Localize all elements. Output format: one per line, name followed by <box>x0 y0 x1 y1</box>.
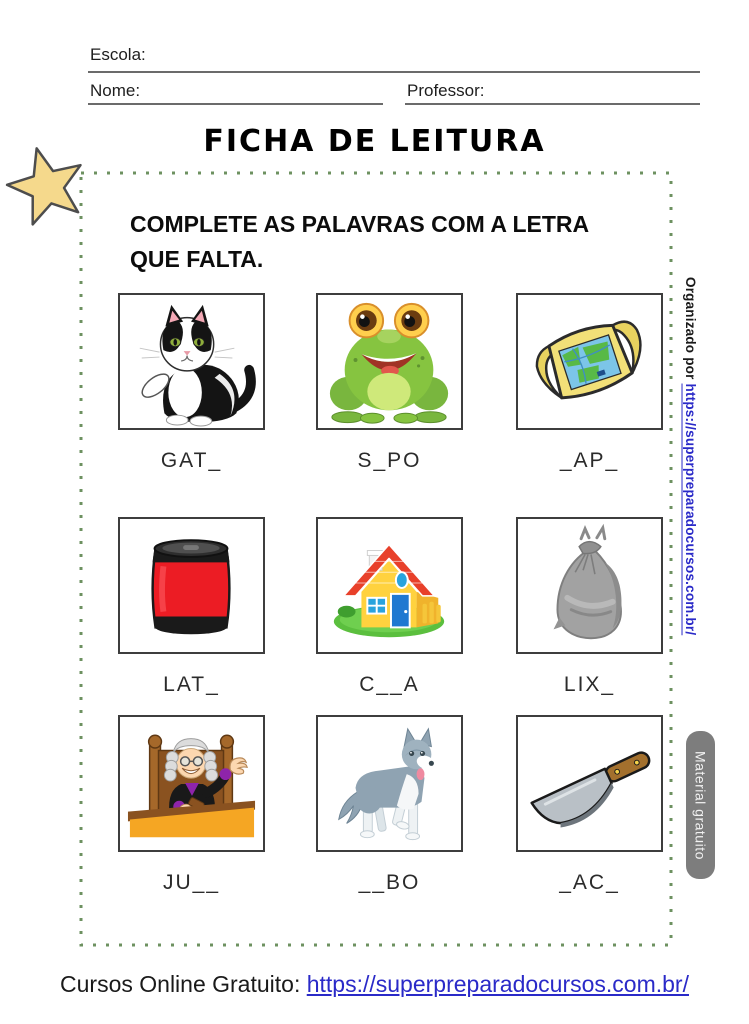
frog-image <box>316 293 463 430</box>
organized-by-text: Organizado por <box>683 277 698 384</box>
footer-link[interactable]: https://superpreparadocursos.com.br/ <box>306 971 689 997</box>
footer-credit <box>0 971 749 998</box>
trash-bag-image <box>516 517 663 654</box>
word-label-wolf: __BO <box>358 871 421 894</box>
judge-image <box>118 715 265 852</box>
professor-blank-line <box>405 103 700 105</box>
professor-label: Professor: <box>407 81 485 100</box>
name-label: Nome: <box>90 81 141 100</box>
house-image <box>316 517 463 654</box>
word-label-frog: S_PO <box>357 449 422 472</box>
word-label-house: C__A <box>359 673 420 696</box>
cat-image <box>118 293 265 430</box>
organized-by-credit <box>683 277 698 677</box>
word-label-map: _AP_ <box>559 449 620 472</box>
exercise-cell-house <box>316 517 463 697</box>
organized-by-link[interactable]: https://superpreparadocursos.com.br/ <box>683 383 698 636</box>
exercise-cell-can <box>118 517 265 697</box>
exercise-cell-cat <box>118 293 265 473</box>
exercise-cell-judge <box>118 715 265 895</box>
school-blank-line <box>88 71 700 73</box>
word-label-can: LAT_ <box>163 673 220 696</box>
exercise-cell-knife <box>516 715 663 895</box>
knife-image <box>516 715 663 852</box>
material-gratuito-tab: Material gratuito <box>686 731 715 879</box>
exercise-cell-map <box>516 293 663 473</box>
instruction-line-1: COMPLETE AS PALAVRAS COM A LETRA <box>130 211 590 237</box>
word-label-trash-bag: LIX_ <box>563 673 616 696</box>
name-blank-line <box>88 103 383 105</box>
word-label-knife: _AC_ <box>559 871 620 894</box>
school-label: Escola: <box>90 45 146 64</box>
page-title: FICHA DE LEITURA <box>203 124 546 159</box>
exercise-cell-trash-bag <box>516 517 663 697</box>
instruction-text <box>130 207 650 277</box>
soda-can-image <box>118 517 265 654</box>
word-label-cat: GAT_ <box>160 449 223 472</box>
wolf-image <box>316 715 463 852</box>
word-label-judge: JU__ <box>162 871 221 894</box>
map-image <box>516 293 663 430</box>
footer-text: Cursos Online Gratuito: <box>60 971 307 997</box>
exercise-cell-wolf <box>316 715 463 895</box>
exercise-cell-frog <box>316 293 463 473</box>
instruction-line-2: QUE FALTA. <box>130 246 264 272</box>
